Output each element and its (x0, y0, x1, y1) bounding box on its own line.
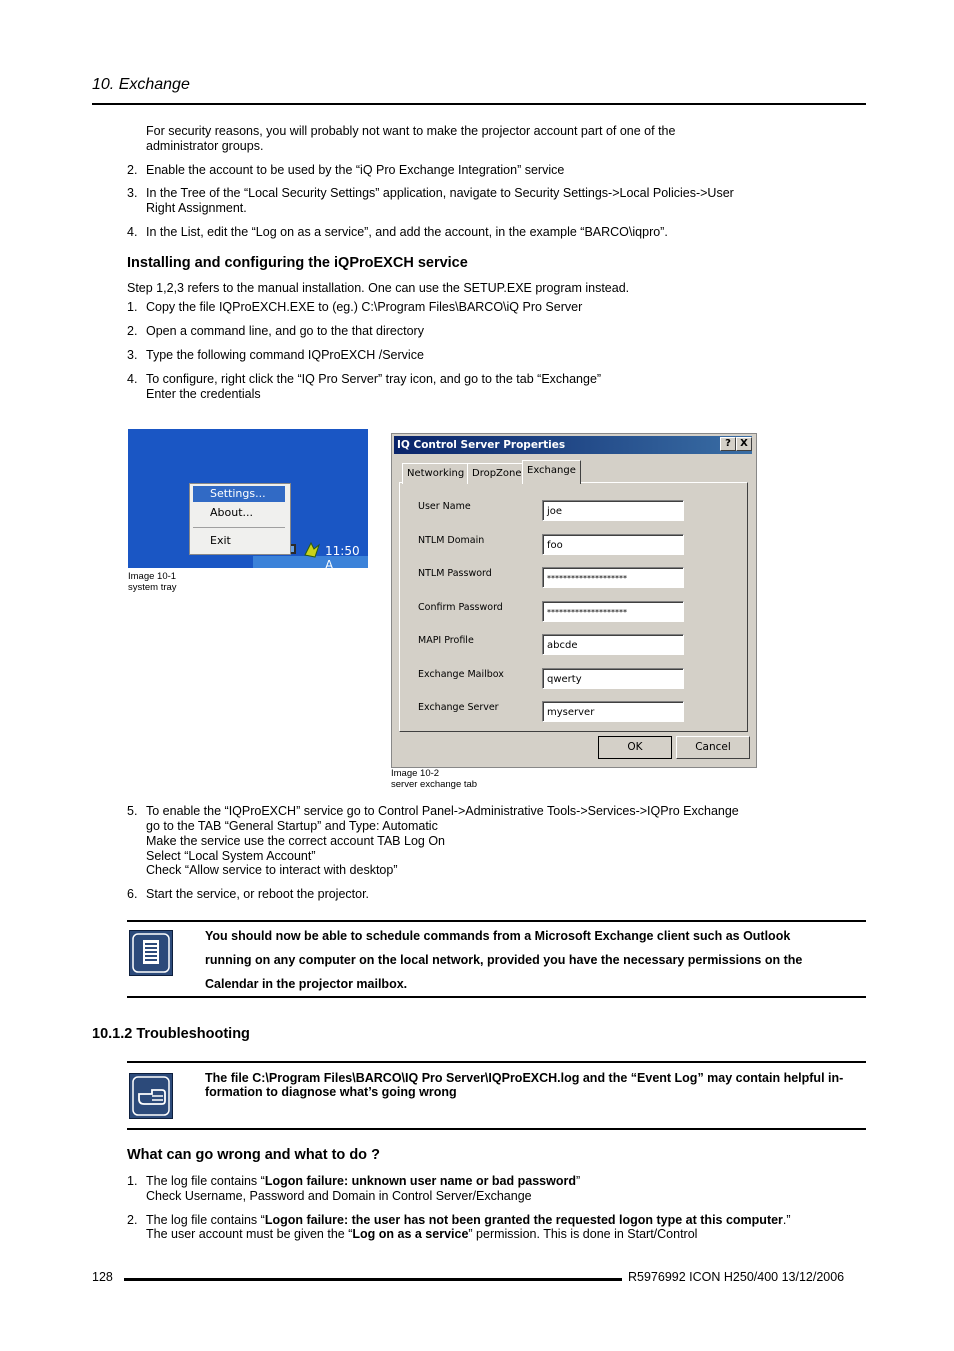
list-item: The log file contains “Logon failure: unknown user name or bad password” (146, 1174, 581, 1188)
ok-button[interactable]: OK (598, 736, 672, 759)
tip-line1: The file C:\Program Files\BARCO\IQ Pro Server\IQProEXCH.log and the “Event Log” may contain helpful in- (205, 1071, 844, 1085)
field-label: Exchange Server (418, 702, 499, 713)
field-label: MAPI Profile (418, 635, 474, 646)
list-item-number: 6. (127, 887, 138, 901)
menu-item-settings[interactable]: Settings... (193, 486, 285, 502)
list-item: Open a command line, and go to the that directory (146, 324, 424, 338)
list-item-cont: Right Assignment. (146, 201, 247, 215)
security-note-line1: For security reasons, you will probably not want to make the projector account part of one of the (146, 124, 676, 138)
tray-clock: 11:50 A (325, 544, 360, 568)
footer-rule (124, 1278, 622, 1281)
tip-rule-top (127, 1061, 866, 1063)
tab-dropzone[interactable]: DropZone (467, 463, 527, 484)
list-item: Start the service, or reboot the projector. (146, 887, 370, 901)
list-item: To configure, right click the “IQ Pro Server” tray icon, and go to the tab “Exchange” (146, 372, 602, 386)
note-line1: You should now be able to schedule commands from a Microsoft Exchange client such as Outlook (205, 929, 791, 943)
dialog-title: IQ Control Server Properties (397, 439, 566, 451)
cancel-button[interactable]: Cancel (676, 736, 750, 759)
field-label: NTLM Password (418, 568, 492, 579)
install-note: Step 1,2,3 refers to the manual installation. One can use the SETUP.EXE program instead. (127, 281, 630, 295)
list-item-cont: Enter the credentials (146, 387, 261, 401)
list-item: Copy the file IQProEXCH.EXE to (eg.) C:\Program Files\BARCO\iQ Pro Server (146, 300, 583, 314)
image-caption-number: Image 10-2 (391, 768, 440, 779)
list-item-number: 3. (127, 186, 138, 200)
ntlm-domain-input[interactable]: foo (542, 534, 684, 555)
field-label: Exchange Mailbox (418, 669, 504, 680)
note-line3: Calendar in the projector mailbox. (205, 977, 408, 991)
what-can-go-wrong-heading: What can go wrong and what to do ? (127, 1147, 380, 1163)
list-item: In the Tree of the “Local Security Settings” application, navigate to Security Settings->Local Policies->User (146, 186, 734, 200)
exchange-mailbox-input[interactable]: qwerty (542, 668, 684, 689)
help-button[interactable]: ? (720, 437, 736, 451)
header-rule (92, 103, 866, 105)
list-item-number: 5. (127, 804, 138, 818)
field-label: User Name (418, 501, 471, 512)
note-line2: running on any computer on the local network, provided you have the necessary permissions on the (205, 953, 803, 967)
list-item-cont: go to the TAB “General Startup” and Type: Automatic (146, 819, 438, 833)
list-item-number: 2. (127, 163, 138, 177)
footer-doc-info: R5976992 ICON H250/400 13/12/2006 (628, 1270, 845, 1284)
image-caption-text: server exchange tab (391, 779, 478, 790)
list-item-number: 2. (127, 324, 138, 338)
menu-item-exit[interactable]: Exit (210, 534, 231, 547)
mapi-profile-input[interactable]: abcde (542, 634, 684, 655)
list-item: To enable the “IQProEXCH” service go to Control Panel->Administrative Tools->Services->IQPro Exchange (146, 804, 739, 818)
list-item: In the List, edit the “Log on as a service”, and add the account, in the example “BARCO\iqpro”. (146, 225, 668, 239)
close-button[interactable]: X (736, 437, 752, 451)
ntlm-password-input[interactable]: ******************** (542, 567, 684, 588)
install-heading: Installing and configuring the iQProEXCH service (127, 255, 468, 271)
user-name-input[interactable]: joe (542, 500, 684, 521)
image-caption-number: Image 10-1 (128, 571, 177, 582)
note-rule-bottom (127, 996, 866, 998)
page-number: 128 (92, 1270, 113, 1284)
tray-context-menu (189, 483, 291, 555)
list-item-cont: Select “Local System Account” (146, 849, 316, 863)
server-properties-dialog (391, 433, 757, 768)
dialog-titlebar (394, 436, 752, 454)
list-item-number: 2. (127, 1213, 138, 1227)
menu-item-about[interactable]: About... (210, 506, 254, 519)
section-heading: 10.1.2 Troubleshooting (92, 1026, 250, 1042)
field-label: NTLM Domain (418, 535, 485, 546)
list-item-number: 4. (127, 372, 138, 386)
note-rule-top (127, 920, 866, 922)
list-item-number: 1. (127, 1174, 138, 1188)
list-item: The log file contains “Logon failure: the user has not been granted the requested logon type at this computer.” (146, 1213, 791, 1227)
list-item-cont: Check Username, Password and Domain in Control Server/Exchange (146, 1189, 532, 1203)
list-item: Type the following command IQProEXCH /Service (146, 348, 424, 362)
confirm-password-input[interactable]: ******************** (542, 601, 684, 622)
list-item-cont: Check “Allow service to interact with desktop” (146, 863, 398, 877)
tab-exchange[interactable]: Exchange (522, 460, 581, 484)
menu-separator (193, 527, 285, 528)
tab-networking[interactable]: Networking (402, 463, 469, 484)
note-icon (129, 930, 173, 976)
list-item-number: 1. (127, 300, 138, 314)
field-label: Confirm Password (418, 602, 503, 613)
tip-rule-bottom (127, 1128, 866, 1130)
iq-pro-server-icon[interactable] (303, 541, 321, 559)
exchange-server-input[interactable]: myserver (542, 701, 684, 722)
list-item-cont: Make the service use the correct account TAB Log On (146, 834, 445, 848)
system-tray-image (128, 429, 368, 568)
list-item-number: 3. (127, 348, 138, 362)
list-item: Enable the account to be used by the “iQ Pro Exchange Integration” service (146, 163, 565, 177)
chapter-header: 10. Exchange (92, 76, 190, 93)
list-item-number: 4. (127, 225, 138, 239)
security-note-line2: administrator groups. (146, 139, 264, 153)
list-item-cont: The user account must be given the “Log on as a service” permission. This is done in Start/Control (146, 1227, 698, 1241)
tip-icon (129, 1073, 173, 1119)
image-caption-text: system tray (128, 582, 177, 593)
tip-line2: formation to diagnose what’s going wrong (205, 1085, 457, 1099)
